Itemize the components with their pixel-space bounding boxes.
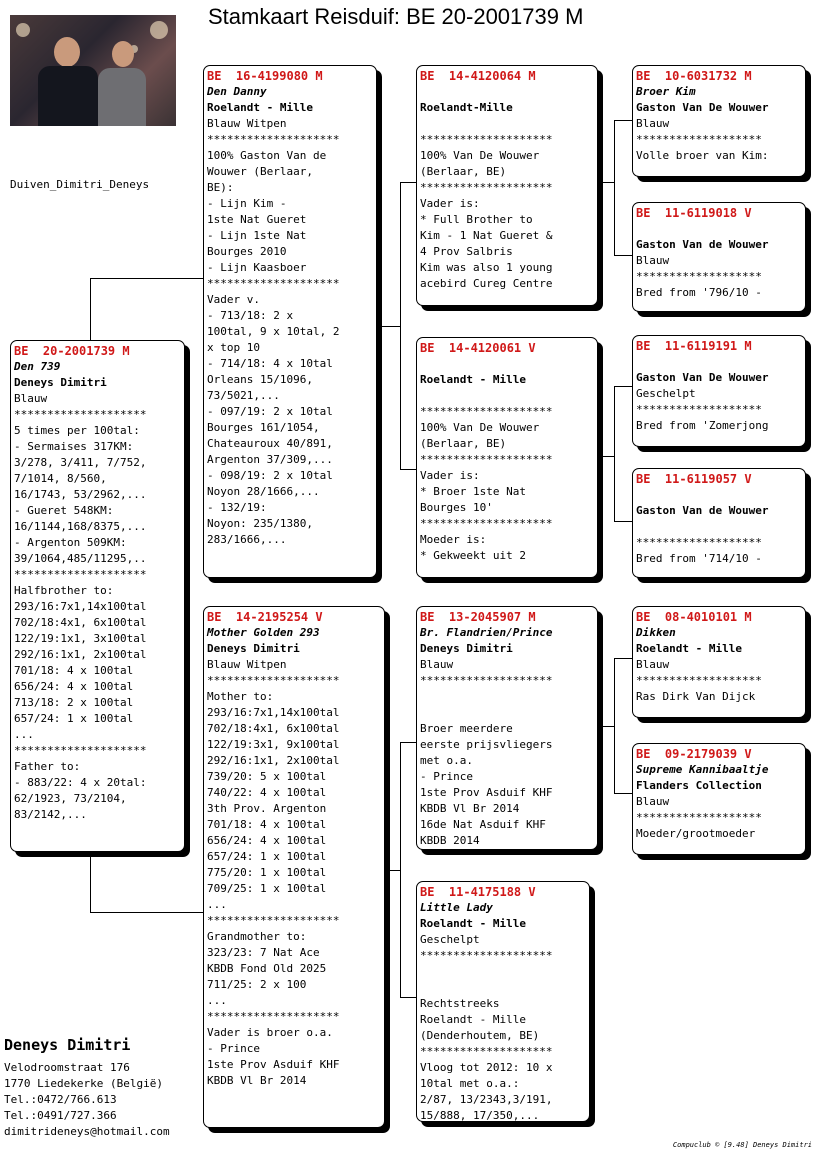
info-line: Orleans 15/1096, [207,373,313,386]
info-line: 1ste Prov Asduif KHF [420,786,553,799]
card-fm-mother[interactable] [632,468,806,578]
address-street: Velodroomstraat 176 [4,1061,130,1074]
info-line: Vader is broer o.a. [207,1026,333,1039]
info-line: 16de Nat Asduif KHF [420,818,546,831]
info-line: Ras Dirk Van Dijck [636,690,756,703]
info-line: 7/1014, 8/560, [14,472,107,485]
card-mf-mother[interactable] [632,743,806,855]
info-line: 656/24: 4 x 100tal [207,834,327,847]
info-line: 701/18: 4 x 100tal [207,818,327,831]
info-line: Blauw [14,392,48,405]
info-line: met o.a. [420,754,473,767]
info-line [636,519,802,535]
ring-number: BE 08-4010101 M [636,610,752,624]
info-line: ... [207,994,227,1007]
info-line: Vader is: [420,469,480,482]
breeder: Deneys Dimitri [207,642,300,655]
pigeon-name: Mother Golden 293 [207,626,320,639]
info-line: ******************** [207,674,340,687]
card-father[interactable] [203,65,377,578]
info-line: ******************** [207,1010,340,1023]
info-line: Blauw [636,658,670,671]
info-line: - 097/19: 2 x 10tal [207,405,333,418]
connector-mf-parents [614,658,634,794]
connector-ff-parents [614,120,634,256]
info-line: x top 10 [207,341,260,354]
info-line: 100tal, 9 x 10tal, 2 [207,325,340,338]
info-line: Grandmother to: [207,930,307,943]
connector-ff [597,182,615,184]
info-line: (Berlaar, BE) [420,165,507,178]
info-line: ******************** [420,133,553,146]
info-line: Kim was also 1 young [420,261,553,274]
address-phone-2: Tel.:0491/727.366 [4,1109,117,1122]
info-line: Rechtstreeks [420,997,500,1010]
info-line: Roelandt - Mille [420,1013,526,1026]
card-main-pigeon[interactable] [10,340,185,852]
info-line: ******************** [420,1045,553,1058]
info-line: ******************** [420,453,553,466]
info-line: 100% Gaston Van de [207,149,327,162]
connector-father [376,326,401,328]
info-line: 323/23: 7 Nat Ace [207,946,320,959]
card-ff-father[interactable] [632,65,806,177]
info-line: - Argenton 509KM: [14,536,127,549]
info-line: eerste prijsvliegers [420,738,553,751]
pigeon-name: Den Danny [207,85,267,98]
info-line: KBDB Vl Br 2014 [420,802,520,815]
info-line: Noyon 28/1666,... [207,485,320,498]
pigeon-name [636,487,802,503]
connector-mother [384,870,401,872]
info-line: ******************* [636,270,762,283]
info-line: Father to: [14,760,81,773]
info-line: Bourges 2010 [207,245,287,258]
info-line [420,705,594,721]
info-line: 739/20: 5 x 100tal [207,770,327,783]
info-line: 62/1923, 73/2104, [14,792,127,805]
breeder: Roelandt-Mille [420,101,513,114]
info-line [420,116,594,132]
info-line: Vloog tot 2012: 10 x [420,1061,553,1074]
info-line: BE): [207,181,234,194]
connector-mf [597,726,615,728]
info-line: - Lijn Kaasboer [207,261,307,274]
info-line [420,964,586,980]
info-line: ******************** [207,133,340,146]
info-line: 702/18:4x1, 6x100tal [207,722,340,735]
info-line: - Prince [207,1042,260,1055]
connector-main-mother [90,852,205,913]
info-line: Moeder is: [420,533,487,546]
pigeon-name [636,221,802,237]
info-line [420,980,586,996]
ring-number: BE 10-6031732 M [636,69,752,83]
pigeon-name [420,84,594,100]
info-line: 5 times per 100tal: [14,424,140,437]
card-father-father[interactable] [416,65,598,306]
card-mother-father[interactable] [416,606,598,850]
ring-number: BE 09-2179039 V [636,747,752,761]
card-mother-mother[interactable] [416,881,590,1122]
info-line: 701/18: 4 x 100tal [14,664,134,677]
info-line: ******************** [420,181,553,194]
info-line: ******************** [14,568,147,581]
info-line: - 713/18: 2 x [207,309,294,322]
info-line: KBDB Vl Br 2014 [207,1074,307,1087]
info-line: 83/2142,... [14,808,87,821]
info-line: Blauw Witpen [207,117,287,130]
info-line: 39/1064,485/11295,.. [14,552,147,565]
info-line: Blauw [636,117,670,130]
info-line: 100% Van De Wouwer [420,421,540,434]
info-line: - Lijn Kim - [207,197,287,210]
info-line: 100% Van De Wouwer [420,149,540,162]
info-line: Bred from '796/10 - [636,286,762,299]
info-line: Vader v. [207,293,260,306]
info-line: ******************** [14,744,147,757]
info-line: Vader is: [420,197,480,210]
ring-number: BE 14-4120064 M [420,69,536,83]
info-line: - 132/19: [207,501,267,514]
info-line: - 714/18: 4 x 10tal [207,357,333,370]
connector-fm-parents [614,386,634,522]
address-city: 1770 Liedekerke (België) [4,1077,163,1090]
breeder: Flanders Collection [636,779,762,792]
breeder: Gaston Van de Wouwer [636,238,769,251]
breeder: Roelandt - Mille [636,642,742,655]
info-line: 713/18: 2 x 100tal [14,696,134,709]
info-line: Bourges 161/1054, [207,421,320,434]
breeder: Deneys Dimitri [420,642,513,655]
card-mf-father[interactable] [632,606,806,718]
info-line: ******************** [420,405,553,418]
info-line: Kim - 1 Nat Gueret & [420,229,553,242]
info-line: 4 Prov Salbris [420,245,513,258]
ring-number: BE 13-2045907 M [420,610,536,624]
info-line: KBDB 2014 [420,834,480,847]
info-line: 702/18:4x1, 6x100tal [14,616,147,629]
info-line: 657/24: 1 x 100tal [207,850,327,863]
connector-fm [597,456,615,458]
info-line: - 098/19: 2 x 10tal [207,469,333,482]
info-line: 122/19:3x1, 9x100tal [207,738,340,751]
ring-number: BE 20-2001739 M [14,344,130,358]
pigeon-name: Little Lady [420,901,493,914]
info-line: * Gekweekt uit 2 [420,549,526,562]
card-father-mother[interactable] [416,337,598,578]
info-line: Blauw [636,254,670,267]
owner-photo [10,15,176,126]
info-line: 122/19:1x1, 3x100tal [14,632,147,645]
info-line: Moeder/grootmoeder [636,827,756,840]
info-line: Wouwer (Berlaar, [207,165,313,178]
pigeon-name: Br. Flandrien/Prince [420,626,553,639]
info-line: ******************* [636,536,762,549]
info-line: - Gueret 548KM: [14,504,114,517]
pigeon-name: Supreme Kannibaaltje [636,763,769,776]
ring-number: BE 14-4120061 V [420,341,536,355]
info-line: 15/888, 17/350,... [420,1109,540,1122]
info-line: Mother to: [207,690,274,703]
info-line: acebird Cureg Centre [420,277,553,290]
info-line: 283/1666,... [207,533,287,546]
info-line: 3th Prov. Argenton [207,802,327,815]
info-line: 657/24: 1 x 100tal [14,712,134,725]
card-ff-mother[interactable] [632,202,806,312]
footer-credit: Compuclub © [9.48] Deneys Dimitri [672,1141,812,1149]
info-line: Argenton 37/309,... [207,453,333,466]
info-line: 1ste Prov Asduif KHF [207,1058,340,1071]
info-line: Geschelpt [420,933,480,946]
info-line [420,388,594,404]
ring-number: BE 16-4199080 M [207,69,323,83]
info-line: - Lijn 1ste Nat [207,229,307,242]
info-line: ******************** [420,517,553,530]
info-line: Broer meerdere [420,722,513,735]
info-line: 293/16:7x1,14x100tal [207,706,340,719]
owner-address [4,1060,170,1140]
info-line: Blauw [420,658,454,671]
info-line: - 883/22: 4 x 20tal: [14,776,147,789]
info-line: ******************** [207,914,340,927]
info-line: 16/1144,168/8375,... [14,520,147,533]
info-line: ... [14,728,34,741]
breeder: Gaston Van De Wouwer [636,371,769,384]
breeder: Gaston Van de Wouwer [636,504,769,517]
page-title: Stamkaart Reisduif: BE 20-2001739 M [208,4,584,29]
owner-name: Deneys Dimitri [4,1036,131,1054]
info-line: 775/20: 1 x 100tal [207,866,327,879]
info-line: 293/16:7x1,14x100tal [14,600,147,613]
info-line: ******************* [636,403,762,416]
info-line: 656/24: 4 x 100tal [14,680,134,693]
info-line: Bred from '714/10 - [636,552,762,565]
pigeon-name: Dikken [636,626,676,639]
info-line: ******************** [14,408,147,421]
info-line: ******************** [207,277,340,290]
breeder: Roelandt - Mille [207,101,313,114]
info-line: ******************* [636,133,762,146]
card-mother[interactable] [203,606,385,1128]
info-line: 711/25: 2 x 100 [207,978,307,991]
info-line: ******************* [636,674,762,687]
info-line: * Broer 1ste Nat [420,485,526,498]
info-line: Volle broer van Kim: [636,149,769,162]
breeder: Roelandt - Mille [420,373,526,386]
info-line: KBDB Fond Old 2025 [207,962,327,975]
pigeon-name [420,356,594,372]
ring-number: BE 14-2195254 V [207,610,323,624]
info-line: - Sermaises 317KM: [14,440,134,453]
info-line: ... [207,898,227,911]
info-line: 16/1743, 53/2962,... [14,488,147,501]
breeder: Roelandt - Mille [420,917,526,930]
pigeon-name [636,354,802,370]
info-line: 3/278, 3/411, 7/752, [14,456,147,469]
info-line: 740/22: 4 x 100tal [207,786,327,799]
info-line: ******************* [636,811,762,824]
info-line: 1ste Nat Gueret [207,213,307,226]
info-line: 292/16:1x1, 2x100tal [14,648,147,661]
info-line: * Full Brother to [420,213,533,226]
owner-tag: Duiven_Dimitri_Deneys [10,178,150,191]
pigeon-name: Broer Kim [636,85,696,98]
info-line: Blauw [636,795,670,808]
breeder: Deneys Dimitri [14,376,107,389]
address-phone-1: Tel.:0472/766.613 [4,1093,117,1106]
info-line: 292/16:1x1, 2x100tal [207,754,340,767]
info-line: 73/5021,... [207,389,280,402]
ring-number: BE 11-4175188 V [420,885,536,899]
connector-main-father [90,278,205,341]
ring-number: BE 11-6119018 V [636,206,752,220]
info-line: (Denderhoutem, BE) [420,1029,540,1042]
info-line: Chateauroux 40/891, [207,437,333,450]
info-line: Halfbrother to: [14,584,114,597]
info-line: - Prince [420,770,473,783]
info-line: ******************** [420,674,553,687]
info-line: Blauw Witpen [207,658,287,671]
pigeon-name: Den 739 [14,360,61,373]
breeder: Gaston Van De Wouwer [636,101,769,114]
card-fm-father[interactable] [632,335,806,447]
info-line [420,689,594,705]
info-line: ******************** [420,949,553,962]
info-line: Noyon: 235/1380, [207,517,313,530]
info-line: 10tal met o.a.: [420,1077,520,1090]
info-line: (Berlaar, BE) [420,437,507,450]
info-line: Bred from 'Zomerjong [636,419,769,432]
info-line: Bourges 10' [420,501,493,514]
info-line: 2/87, 13/2343,3/191, [420,1093,553,1106]
ring-number: BE 11-6119191 M [636,339,752,353]
address-email[interactable]: dimitrideneys@hotmail.com [4,1125,170,1138]
info-line: 709/25: 1 x 100tal [207,882,327,895]
ring-number: BE 11-6119057 V [636,472,752,486]
info-line: Geschelpt [636,387,696,400]
